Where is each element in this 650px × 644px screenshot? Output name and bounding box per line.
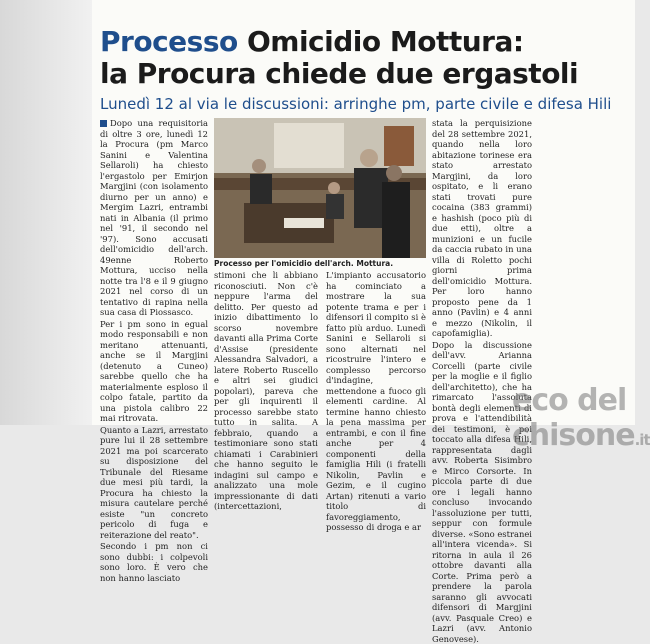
- paragraph: stimoni che li abbiano riconosciuti. Non c'è neppure l'arma del delitto. Per questo ad inizio dibattimento lo scorso novembre davanti alla Prima Corte d'Assise (presidente Alessandra Salvadori, a latere Roberto Ruscello e altri sei giudici popolari), pareva che per gli inquirenti il processo sarebbe stato tutto in salita. A febbraio, quando a testimoniare sono stati chiamati i Carabinieri che hanno seguito le indagini sul campo e analizzato una mole impressionante di dati (intercettazioni,: [214, 270, 318, 512]
- paragraph: Dopo la discussione dell'avv. Arianna Corcelli (parte civile per la moglie e il figlio dell'architetto), che ha rimarcato l'assoluta bontà degli elementi di prova e l'attendibilità dei testimoni, è poi toccato alla difesa Hili, rappresentata dagli avv. Roberta Sisimbro e Mirco Corsorte. In piccola parte di due ore i legali hanno concluso invocando l'assoluzione per tutti, seppur con formule diverse. «Sono estranei all'intera vicenda». Si ritorna in aula il 26 ottobre davanti alla Corte. Prima però a prendere la parola saranno gli avvocati difensori di Margjini (avv. Pasquale Creo) e Lazri (avv. Antonio Genovese).: [432, 340, 532, 644]
- photo-caption: Processo per l'omicidio dell'arch. Mottura.: [214, 259, 426, 268]
- paragraph: L'impianto accusatorio ha cominciato a mostrare la sua potente trama e per i difensori il compito si è fatto più arduo. Lunedì Sanini e Sellaroli si sono alternati nel ricostruire l'intero e complesso percorso d'indagine, mettendone a fuoco gli elementi cardine. Al termine hanno chiesto la pena massima per entrambi, e con il fine anche per 4 componenti della famiglia Hili (i fratelli Nikolin, Pavlin e Gezim, e il cugino Artan) ritenuti a vario titolo di favoreggiamento, possesso di droga e ar: [326, 270, 426, 533]
- headline-keyword: Processo: [100, 25, 238, 58]
- article-column-1: [100, 118, 208, 425]
- publisher-watermark: [512, 383, 650, 453]
- paragraph: Secondo i pm non ci sono dubbi: i colpevoli sono loro. È vero che non hanno lasciato: [100, 541, 208, 583]
- paragraph: Quanto a Lazri, arrestato pure lui il 28 settembre 2021 ma poi scarcerato su disposizione del Tribunale del Riesame due mesi più tardi, la Procura ha chiesto la misura cautelare perché esiste "un concreto pericolo di fuga e reiterazione del reato".: [100, 425, 208, 541]
- bullet-square-icon: [100, 120, 107, 127]
- courtroom-photo-illustration: [214, 118, 426, 258]
- paragraph-text: Dopo una requisitoria di oltre 3 ore, lunedì 12 la Procura (pm Marco Sanini e Valentina Sellaroli) ha chiesto l'ergastolo per Emirjon Margjini (con isolamento diurno per un anno) e Mergim Lazri, entrambi nati in Albania (il primo nel '91, il secondo nel '97). Sono accusati dell'omicidio dell'arch. 49enne Roberto Mottura, ucciso nella notte tra l'8 e il 9 giugno 2021 nel corso di un tentativo di rapina nella sua casa di Piossasco.: [100, 118, 208, 317]
- courtroom-photo: [214, 118, 426, 258]
- headline-rest: Omicidio Mottura:: [238, 25, 524, 58]
- article-column-2: [214, 270, 318, 425]
- headline-line-2: la Procura chiede due ergastoli: [100, 58, 630, 89]
- headline-line-1: [100, 26, 630, 57]
- paragraph: [100, 118, 208, 318]
- paragraph: stata la perquisizione del 28 settembre 2021, quando nella loro abitazione torinese era stato arrestato Margjini, da loro ospitato, e li erano stati trovati pure cocaina (383 grammi) e hashish (poco più di due etti), oltre a munizioni e un fucile da caccia rubato in una villa di Roletto pochi giorni prima dell'omicidio Mottura. Per loro hanno proposto pene da 1 anno (Pavlin) e 4 anni e mezzo (Nikolin, il capofamiglia).: [432, 118, 532, 339]
- watermark-text: eco del chisone: [512, 383, 635, 453]
- article-column-4: [432, 118, 532, 425]
- page-gutter: [0, 0, 92, 425]
- watermark-tld: .it: [635, 431, 650, 449]
- article-column-3: [326, 270, 426, 425]
- subheadline: Lunedì 12 al via le discussioni: arringhe pm, parte civile e difesa Hili: [100, 95, 630, 113]
- paragraph: Per i pm sono in egual modo responsabili e non meritano attenuanti, anche se il Margjini (detenuto a Cuneo) sarebbe quello che ha materialmente esploso il colpo fatale, partito da una pistola calibro 22 mai ritrovata.: [100, 319, 208, 424]
